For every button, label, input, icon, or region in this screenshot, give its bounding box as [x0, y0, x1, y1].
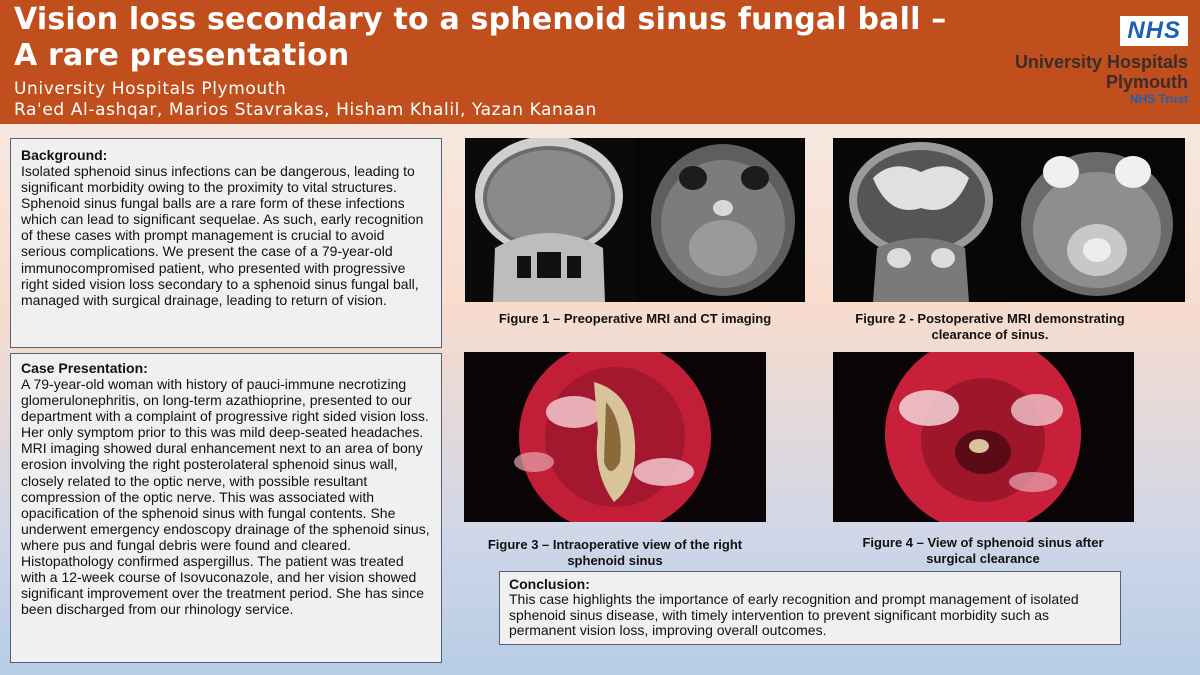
logo-line-1: University Hospitals [1014, 52, 1188, 72]
nhs-badge: NHS [1120, 16, 1188, 46]
conclusion-section [499, 571, 1121, 645]
poster-title: Vision loss secondary to a sphenoid sinus fungal ball – A rare presentation [14, 2, 947, 73]
post-clearance-endoscopy-image [833, 352, 1134, 522]
figure-3-image [464, 352, 766, 522]
case-text: A 79-year-old woman with history of pauci-immune necrotizing glomerulonephritis, on long-term azathioprine, presented to our department with a complaint of progressive right sided vision loss. Her only symptom prior to this was mild deep-seated headaches. MRI imaging showed dural enhancement next to an area of bony erosion involving the right posterolateral sphenoid sinus wall, closely related to the optic nerve, with possible resultant compression of the optic nerve. This was associated with opacification of the sphenoid sinus with fungal contents. She underwent emergency endoscopy drainage of the sphenoid sinus, where pus and fungal debris were found and cleared. Histopathology confirmed aspergillus. The patient was treated with a 12-week course of Isovuconazole, and her vision showed significant improvement over the treatment period. She has since been discharged from our rhinology service. [21, 376, 430, 618]
case-heading: Case Presentation: [21, 360, 148, 376]
intraoperative-endoscopy-image [464, 352, 766, 522]
logo-line-3: NHS Trust [1129, 92, 1188, 106]
logo-line-2: Plymouth [1105, 72, 1188, 92]
author-list: Ra'ed Al-ashqar, Marios Stavrakas, Hisham Khalil, Yazan Kanaan [14, 100, 597, 120]
figure-1-caption: Figure 1 – Preoperative MRI and CT imaging [498, 311, 772, 326]
preoperative-scan-image [465, 138, 805, 302]
background-text: Isolated sphenoid sinus infections can be dangerous, leading to significant morbidity owing to the proximity to vital structures. Sphenoid sinus fungal balls are a rare form of these infections which can lead to significant sequelae. As such, early recognition of these cases with prompt management is crucial to avoid serious complications. We present the case of a 79-year-old immunocompromised patient, who presented with progressive right sided vision loss secondary to a sphenoid sinus fungal ball, managed with surgical drainage, leading to return of vision. [21, 163, 424, 308]
figure-3-caption: Figure 3 – Intraoperative view of the right sphenoid sinus [487, 537, 743, 568]
nhs-logo [1015, 16, 1188, 106]
figure-2-image [833, 138, 1185, 302]
postoperative-mri-image [833, 138, 1185, 302]
organization-name: University Hospitals Plymouth [14, 79, 287, 99]
figure-2-caption: Figure 2 - Postoperative MRI demonstrating clearance of sinus. [855, 311, 1125, 342]
figure-4-caption: Figure 4 – View of sphenoid sinus after surgical clearance [862, 535, 1104, 566]
background-heading: Background: [21, 147, 108, 163]
figure-1-image [465, 138, 805, 302]
figure-4-image [833, 352, 1134, 522]
header-banner [0, 0, 1200, 124]
conclusion-heading: Conclusion: [509, 576, 590, 592]
conclusion-text: This case highlights the importance of early recognition and prompt management of isolated sphenoid sinus disease, with timely intervention to prevent significant morbidity such as permanent vision loss, improving overall outcomes. [509, 591, 1079, 638]
case-presentation-section [10, 353, 442, 663]
background-section [10, 138, 442, 348]
